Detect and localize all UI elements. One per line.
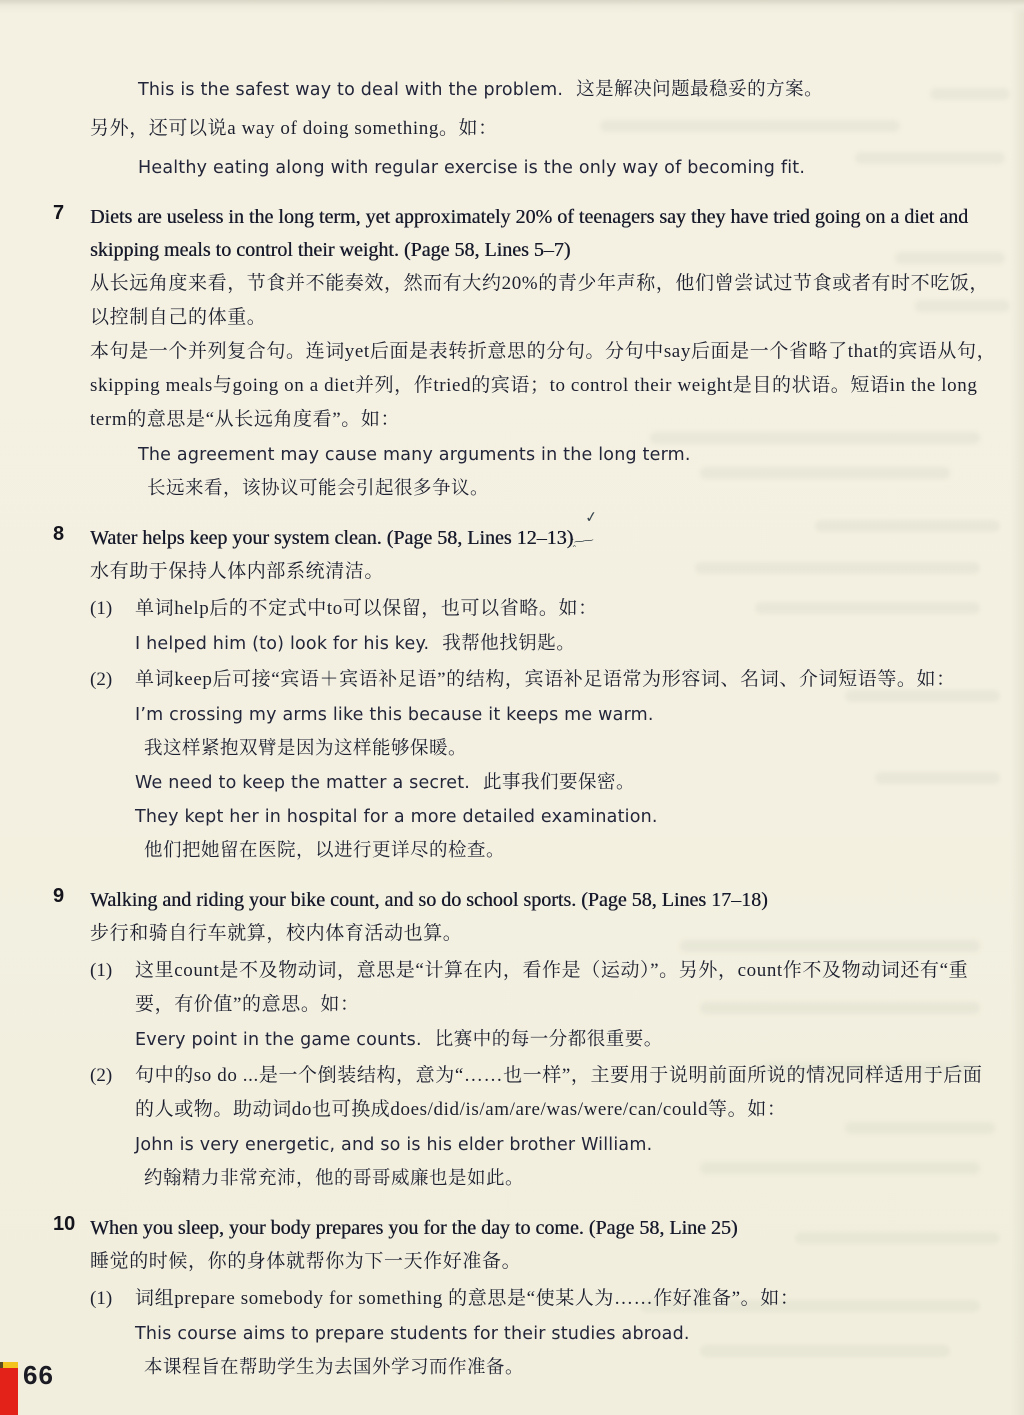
point-text: 这里count是不及物动词，意思是“计算在内，看作是（运动）”。另外，count作不及物动词还有“重要，有价值”的意思。如： <box>135 960 969 1015</box>
item-number: 10 <box>53 1213 76 1235</box>
item-point-1 <box>90 954 1002 1022</box>
example-line <box>135 802 1002 833</box>
item-sentence: When you sleep, your body prepares you for the day to come. (Page 58, Line 25) <box>90 1217 738 1239</box>
example-zh: 我帮他找钥匙。 <box>442 634 576 654</box>
item-point-2 <box>90 1059 1002 1127</box>
example-line <box>135 1319 1002 1350</box>
example-en: Every point in the game counts. <box>135 1030 422 1050</box>
item-point-1 <box>90 592 1002 626</box>
point-label: (2) <box>90 669 113 690</box>
item-translation: 水有助于保持人体内部系统清洁。 <box>90 561 385 582</box>
point-label: (2) <box>90 1065 113 1086</box>
item-translation: 睡觉的时候，你的身体就帮你为下一天作好准备。 <box>90 1251 522 1272</box>
point-examples <box>135 700 1002 867</box>
example-zh: 他们把她留在医院，以进行更详尽的检查。 <box>144 841 506 861</box>
edge-tab-red <box>0 1368 18 1415</box>
example-en: They kept her in hospital for a more detailed examination. <box>135 807 658 827</box>
point-examples <box>135 1130 1002 1195</box>
item-sentence: Walking and riding your bike count, and so do school sports. (Page 58, Lines 17–18) <box>90 889 768 911</box>
example-line <box>135 734 1002 765</box>
example-zh: 本课程旨在帮助学生为去国外学习而作准备。 <box>144 1358 525 1378</box>
point-label: (1) <box>90 598 113 619</box>
example-zh: 长远来看，该协议可能会引起很多争议。 <box>147 479 490 499</box>
example-line <box>138 474 1002 505</box>
example-en: This course aims to prepare students for their studies abroad. <box>135 1324 690 1344</box>
note-item-8 <box>53 522 1002 867</box>
item-analysis: 本句是一个并列复合句。连词yet后面是表转折意思的分句。分句中say后面是一个省略了that的宾语从句，skipping meals与going on a diet并列，作tried的宾语；to control their weight是目的状语。短语in the long term的意思是“从长远角度看”。如： <box>90 341 997 430</box>
example-line <box>135 629 1002 660</box>
point-text: 单词help后的不定式中to可以保留，也可以省略。如： <box>135 598 598 619</box>
item-number: 8 <box>53 523 65 545</box>
note-item-10 <box>53 1212 1002 1384</box>
example-en: John is very energetic, and so is his elder brother William. <box>135 1135 653 1155</box>
example-en: I’m crossing my arms like this because it keeps me warm. <box>135 705 654 725</box>
note-item-7 <box>53 201 1002 505</box>
item-examples <box>138 440 1002 505</box>
example-en: The agreement may cause many arguments in the long term. <box>138 445 691 465</box>
example-en: I helped him (to) look for his key. <box>135 634 430 654</box>
example-line <box>135 700 1002 731</box>
pen-checkmark: ✓ <box>583 507 599 527</box>
point-text: 词组prepare somebody for something 的意思是“使某人为……作好准备”。如： <box>135 1288 800 1309</box>
example-line <box>135 836 1002 867</box>
point-text: 单词keep后可接“宾语＋宾语补足语”的结构，宾语补足语常为形容词、名词、介词短语等。如： <box>135 669 956 690</box>
item-translation: 从长远角度来看，节食并不能奏效，然而有大约20%的青少年声称，他们曾尝试过节食或者有时不吃饭，以控制自己的体重。 <box>90 273 990 328</box>
item-point-1 <box>90 1282 1002 1316</box>
example-line <box>135 1164 1002 1195</box>
example-en: We need to keep the matter a secret. <box>135 773 471 793</box>
note-item-9 <box>53 884 1002 1195</box>
point-examples <box>135 629 1002 660</box>
example-zh: 比赛中的每一分都很重要。 <box>434 1030 663 1050</box>
pen-scribble: ་‸⁓⁓ <box>571 535 593 548</box>
item-sentence: Water helps keep your system clean. (Page 58, Lines 12–13) <box>90 527 574 549</box>
item-number: 9 <box>53 885 65 907</box>
intro-note: 另外，还可以说a way of doing something。如： <box>90 118 498 139</box>
intro-example-1-zh: 这是解决问题最稳妥的方案。 <box>576 80 824 100</box>
point-label: (1) <box>90 1288 113 1309</box>
point-label: (1) <box>90 960 113 981</box>
point-examples <box>135 1025 1002 1056</box>
intro-example-2-en: Healthy eating along with regular exercise is the only way of becoming fit. <box>138 158 806 178</box>
item-translation: 步行和骑自行车就算，校内体育活动也算。 <box>90 923 463 944</box>
point-text: 句中的so do ...是一个倒装结构，意为“……也一样”，主要用于说明前面所说的情况同样适用于后面的人或物。助动词do也可换成does/did/is/am/are/was/were/can/could等。如： <box>135 1065 983 1120</box>
item-sentence: Diets are useless in the long term, yet approximately 20% of teenagers say they have tried going on a diet and skipping meals to control their weight. (Page 58, Lines 5–7) <box>90 206 969 261</box>
item-point-2 <box>90 663 1002 697</box>
intro-example-1-en: This is the safest way to deal with the problem. <box>138 80 564 100</box>
example-line <box>138 440 1002 471</box>
example-zh: 我这样紧抱双臂是因为这样能够保暖。 <box>144 739 468 759</box>
intro-example-2 <box>138 153 1002 184</box>
example-zh: 约翰精力非常充沛，他的哥哥威廉也是如此。 <box>144 1169 525 1189</box>
example-line <box>135 1025 1002 1056</box>
example-line <box>135 1353 1002 1384</box>
page-number: 66 <box>23 1360 54 1390</box>
item-number: 7 <box>53 202 65 224</box>
example-line <box>135 768 1002 799</box>
example-line <box>135 1130 1002 1161</box>
intro-example-1 <box>138 75 1002 106</box>
point-examples <box>135 1319 1002 1384</box>
example-zh: 此事我们要保密。 <box>483 773 636 793</box>
page-content <box>53 75 1002 1384</box>
